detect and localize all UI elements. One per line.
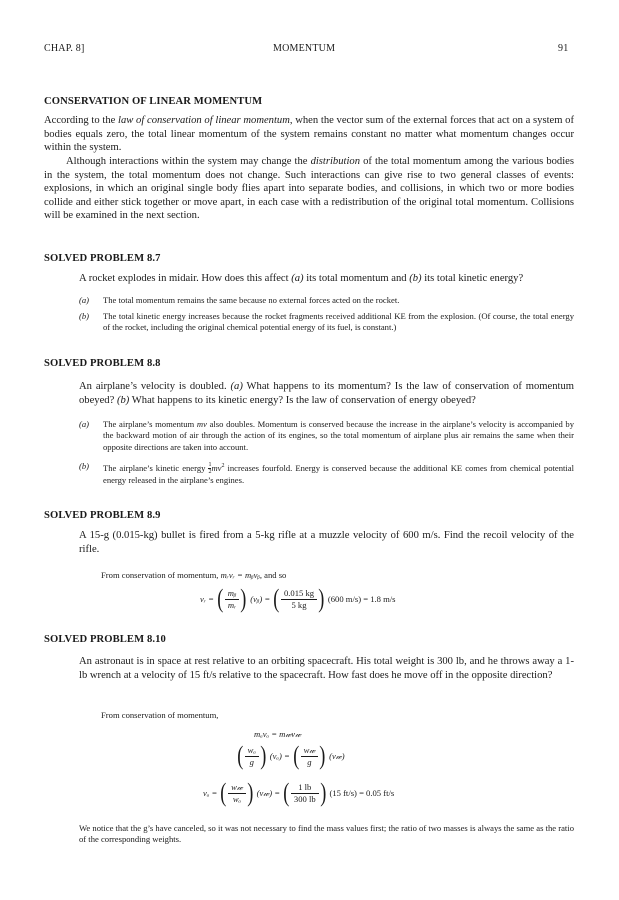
- problem-statement-8-9: A 15-g (0.015-kg) bullet is fired from a 5-kg rifle at a muzzle velocity of 600 m/s. Find the recoil velocity of the rifle.: [79, 530, 574, 555]
- problem-statement-8-10: An astronaut is in space at rest relative to an orbiting spacecraft. His total weight is 300 lb, and he throws away a 1-lb wrench at a velocity of 15 ft/s relative to the spacecraft. How fast does he move off in the opposite direction?: [79, 656, 574, 681]
- solution-intro-8-9: From conservation of momentum, mᵣvᵣ = mᵦvᵦ, and so: [101, 570, 287, 580]
- paragraph-2: Although interactions within the system may change the distribution of the total momentum among the various bodies in the system, the total momentum does not change. Such interactions can give rise to two general classes of events: explosions, in which an original single body flies apart into separate bodies, and collisions, in which two or more bodies collide and either stick together or move apart, in each case with a redistribution of the original total momentum. Collisions will be examined in the next section.: [44, 156, 574, 222]
- problem-heading-8-10: SOLVED PROBLEM 8.10: [44, 634, 166, 645]
- answer-8-8-b: (b) The airplane’s kinetic energy $\frac{1}{2}$ $mv^2$ increases fourfold. Energy is conserved because the additional KE comes from chemical potential energy released in the airplane’s engines.: [79, 461, 574, 486]
- solution-note-8-10: We notice that the g’s have canceled, so it was not necessary to find the mass values first; the ratio of two masses is always the same as the ratio of the corresponding weights.: [79, 823, 574, 845]
- equation-weight-ratio: ( $\frac{\text{wₐ}}{g}$ ) (vₐ) = ( $\frac{\text{w𝓌}}{g}$ ) (v𝓌): [237, 741, 345, 770]
- running-head-chapter: CHAP. 8]: [44, 43, 85, 54]
- page-number: 91: [558, 43, 569, 54]
- answer-8-7-a: (a) The total momentum remains the same because no external forces acted on the rocket.: [79, 295, 400, 305]
- answer-8-8-a: (a) The airplane’s momentum mv also doubles. Momentum is conserved because the increase in the airplane’s velocity is accompanied by the backward motion of air through the action of its engines, so the total momentum of airplane plus air remains the same when their opposite directions are taken into account.: [79, 419, 574, 452]
- problem-heading-8-8: SOLVED PROBLEM 8.8: [44, 358, 161, 369]
- paragraph-1: According to the law of conservation of linear momentum, when the vector sum of the external forces that act on a system of bodies equals zero, the total linear momentum of the system remains constant no matter what momentum changes occur within the system.: [44, 115, 574, 154]
- problem-statement-8-7: A rocket explodes in midair. How does this affect (a) its total momentum and (b) its total kinetic energy?: [79, 273, 524, 284]
- problem-heading-8-7: SOLVED PROBLEM 8.7: [44, 253, 161, 264]
- running-head-title: MOMENTUM: [273, 43, 336, 54]
- problem-heading-8-9: SOLVED PROBLEM 8.9: [44, 510, 161, 521]
- term-distribution: distribution: [310, 156, 361, 167]
- problem-statement-8-8: An airplane’s velocity is doubled. (a) What happens to its momentum? Is the law of conservation of momentum obeyed? (b) What happens to its kinetic energy? Is the law of conservation of energy obeyed?: [79, 381, 575, 406]
- section-heading: CONSERVATION OF LINEAR MOMENTUM: [44, 96, 263, 107]
- momentum-equation: mᵣvᵣ = mᵦvᵦ: [220, 570, 260, 580]
- equation-astronaut-velocity: vₐ = ( $\frac{\text{w𝓌}}{\text{wₐ}}$ ) (v𝓌) = ( $\frac{1 lb}{300 lb}$ ) (15 ft/s) = 0.05 ft/s: [203, 778, 395, 807]
- equation-mass-velocity: mₐvₐ = m𝓌v𝓌: [254, 729, 302, 739]
- term-law-conservation: law of conservation of linear momentum: [118, 115, 290, 126]
- equation-recoil-velocity: vᵣ = ( $\frac{\text{mᵦ}}{\text{mᵣ}}$ ) (vᵦ) = ( $\frac{0.015 kg}{5 kg}$ ) (600 m/s) = 1.8 m/s: [200, 584, 396, 613]
- answer-8-7-b: (b) The total kinetic energy increases because the rocket fragments received additional KE from the explosion. (Of course, the total energy of the rocket, including the original chemical potential energy of its fuel, is constant.): [79, 311, 574, 333]
- solution-intro-8-10: From conservation of momentum,: [101, 710, 219, 720]
